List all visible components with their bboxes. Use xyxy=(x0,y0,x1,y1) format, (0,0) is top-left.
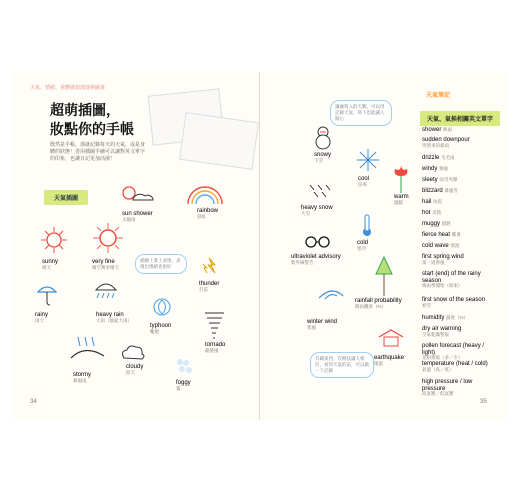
right-top-bubble: 讓處寫入的天數，可以用記錄天氣，寫下也能讓人開心 xyxy=(330,100,392,126)
cold-icon xyxy=(362,213,372,237)
rainfall-probability-icon xyxy=(373,255,395,299)
word-snowy: snowy 下雪 xyxy=(314,152,332,163)
book xyxy=(12,72,508,420)
word-rainfall-probability: rainfall probability 降雨機率（%） xyxy=(355,298,402,309)
typhoon-icon xyxy=(151,296,173,318)
rainy-icon xyxy=(35,281,59,308)
left-tagline: 天氣、情緒、重體就似部落格圖畫 xyxy=(30,85,106,91)
word-cool: cool 涼爽 xyxy=(358,176,370,187)
vocab-item-1: shower 陣雨 xyxy=(422,127,453,133)
sun-shower-icon xyxy=(121,185,155,207)
left-title-line-1: 超萌插圖， xyxy=(50,104,120,119)
snowy-icon xyxy=(314,126,332,152)
word-cold: cold 寒冷 xyxy=(357,240,369,251)
cloudy-icon xyxy=(119,343,147,363)
left-page xyxy=(12,72,260,420)
word-ultraviolet-advisory: ultraviolet advisory 紫外線警告 xyxy=(291,254,341,265)
vocab-item-19: high pressure / low pressure 高氣壓／低氣壓 xyxy=(422,379,473,397)
vocab-item-2: sudden downpour 突然來的暴雨 xyxy=(422,137,470,148)
vocab-item-11: cold wave 寒流 xyxy=(422,243,460,249)
rainbow-icon xyxy=(184,184,226,208)
right-bottom-bubble: 有關東西，沒辦法讓人相信，看到天氣的話，可以做一下記錄 xyxy=(310,352,374,378)
vocab-item-13: start (end) of the rainy season 梅雨季開始（結束） xyxy=(422,271,481,289)
word-heavy-snow: heavy snow 大雪 xyxy=(301,205,333,216)
left-page-number: 34 xyxy=(30,399,37,405)
vocab-item-17: pollen forecast (heavy / light) 花粉預報（多／少） xyxy=(422,343,485,361)
right-page-number: 35 xyxy=(480,399,487,405)
foggy-icon xyxy=(176,358,194,376)
paper-note-2 xyxy=(179,112,259,170)
word-earthquake: earthquake 地震 xyxy=(374,355,405,366)
vocab-item-9: muggy 悶熱 xyxy=(422,221,451,227)
earthquake-icon xyxy=(377,328,405,348)
weather-section-label: 天氣插圖 xyxy=(44,190,88,205)
word-thunder: thunder 打雷 xyxy=(199,281,220,292)
left-note-bubble: 插圖上畫上表情，表現出情緒也很好 xyxy=(135,254,187,274)
word-rainy: rainy 雨天 xyxy=(35,312,49,323)
word-sun-shower: sun shower 太陽雨 xyxy=(122,211,153,222)
vocab-item-4: windy 強風 xyxy=(422,166,449,172)
word-stormy: stormy 暴風雨 xyxy=(73,372,91,383)
warm-icon xyxy=(391,164,411,194)
vocab-item-6: blizzard 暴風雪 xyxy=(422,188,458,194)
word-warm: warm 溫暖 xyxy=(394,194,409,205)
vocab-item-5: sleety 雨雪夾雜 xyxy=(422,177,458,183)
word-typhoon: typhoon 颱風 xyxy=(150,323,172,334)
winter-wind-icon xyxy=(317,284,345,304)
vocab-item-14: first snow of the season 初雪 xyxy=(422,297,486,308)
check-label: 天氣筆記 xyxy=(426,93,451,99)
ultraviolet-icon xyxy=(305,235,330,247)
vocab-list xyxy=(414,127,496,397)
vocab-item-8: hot 炎熱 xyxy=(422,210,442,216)
heavy-rain-icon xyxy=(94,278,118,308)
right-page xyxy=(260,72,508,420)
thunder-icon xyxy=(200,257,224,279)
heavy-snow-icon xyxy=(308,183,333,199)
tornado-icon xyxy=(203,309,226,343)
word-rainbow: rainbow 彩虹 xyxy=(197,208,219,219)
vocab-item-18: temperature (heat / cold) 氣溫（高／低） xyxy=(422,361,488,372)
vocab-item-3: drizzle 毛毛雨 xyxy=(422,155,455,161)
intro-paragraph: 既然是手帳，那就記錄每天的天氣，或是身體的狀態！善用插圖手繪可以讓對英文單字的印象，也讓日記更加活潑！ xyxy=(50,142,146,162)
vocab-title: 天氣、氣候相關英文單字 xyxy=(420,111,500,126)
cool-icon xyxy=(356,148,380,172)
sunny-icon xyxy=(40,226,68,254)
vocab-item-15: humidity 濕度（%） xyxy=(422,315,469,321)
word-heavy-rain: heavy rain 大雨（傾盆大雨） xyxy=(96,312,132,323)
word-tornado: tornado 龍捲風 xyxy=(205,342,226,353)
vocab-item-7: hail 冰雹 xyxy=(422,199,443,205)
word-foggy: foggy 霧 xyxy=(176,380,191,391)
vocab-item-12: first spring wind 第一道春風 xyxy=(422,254,464,265)
very-fine-icon xyxy=(92,222,124,254)
word-cloudy: cloudy 陰天 xyxy=(126,364,144,375)
word-winter-wind: winter wind 寒風 xyxy=(307,319,338,330)
word-sunny: sunny 晴天 xyxy=(42,259,59,270)
word-very-fine: very fine 晴空萬里晴天 xyxy=(92,259,119,270)
vocab-item-16: dry air warning 空氣乾燥警報 xyxy=(422,326,462,337)
stormy-icon xyxy=(70,336,105,368)
vocab-item-10: fierce heat 酷暑 xyxy=(422,232,461,238)
left-title-line-2: 妝點你的手帳 xyxy=(50,123,134,138)
